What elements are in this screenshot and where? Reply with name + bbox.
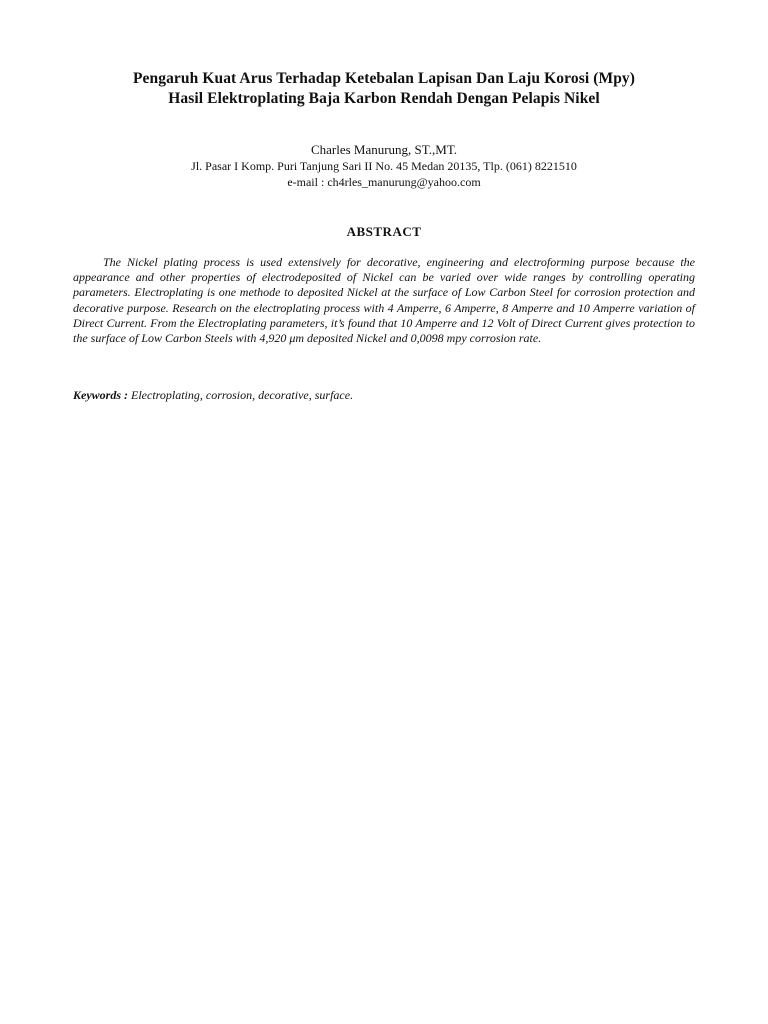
abstract-heading: ABSTRACT	[346, 224, 422, 239]
paper-title-line-2: Hasil Elektroplating Baja Karbon Rendah Dengan Pelapis Nikel	[168, 90, 600, 107]
keywords-list: Electroplating, corrosion, decorative, surface.	[128, 388, 354, 402]
keywords-line	[73, 387, 695, 403]
abstract-body: The Nickel plating process is used extensively for decorative, engineering and electroforming purpose because the appearance and other properties of electrodeposited of Nickel can be varied over wide ranges by controlling operating parameters. Electroplating is one methode to deposited Nickel at the surface of Low Carbon Steel for corrosion protection and decorative purpose. Research on the electroplating process with 4 Amperre, 6 Amperre, 8 Amperre and 10 Amperre variation of Direct Current. From the Electroplating parameters, it’s found that 10 Amperre and 12 Volt of Direct Current gives protection to the surface of Low Carbon Steels with 4,920 μm deposited Nickel and 0,0098 mpy corrosion rate.	[73, 255, 695, 346]
paper-title-line-1: Pengaruh Kuat Arus Terhadap Ketebalan Lapisan Dan Laju Korosi (Mpy)	[132, 70, 636, 87]
keywords-label: Keywords :	[73, 388, 128, 402]
author-email: e-mail : ch4rles_manurung@yahoo.com	[287, 175, 481, 189]
author-block	[60, 141, 708, 190]
author-affiliation: Jl. Pasar I Komp. Puri Tanjung Sari II No. 45 Medan 20135, Tlp. (061) 8221510	[191, 159, 577, 173]
paper-title	[60, 69, 708, 109]
author-name: Charles Manurung, ST.,MT.	[310, 142, 458, 157]
